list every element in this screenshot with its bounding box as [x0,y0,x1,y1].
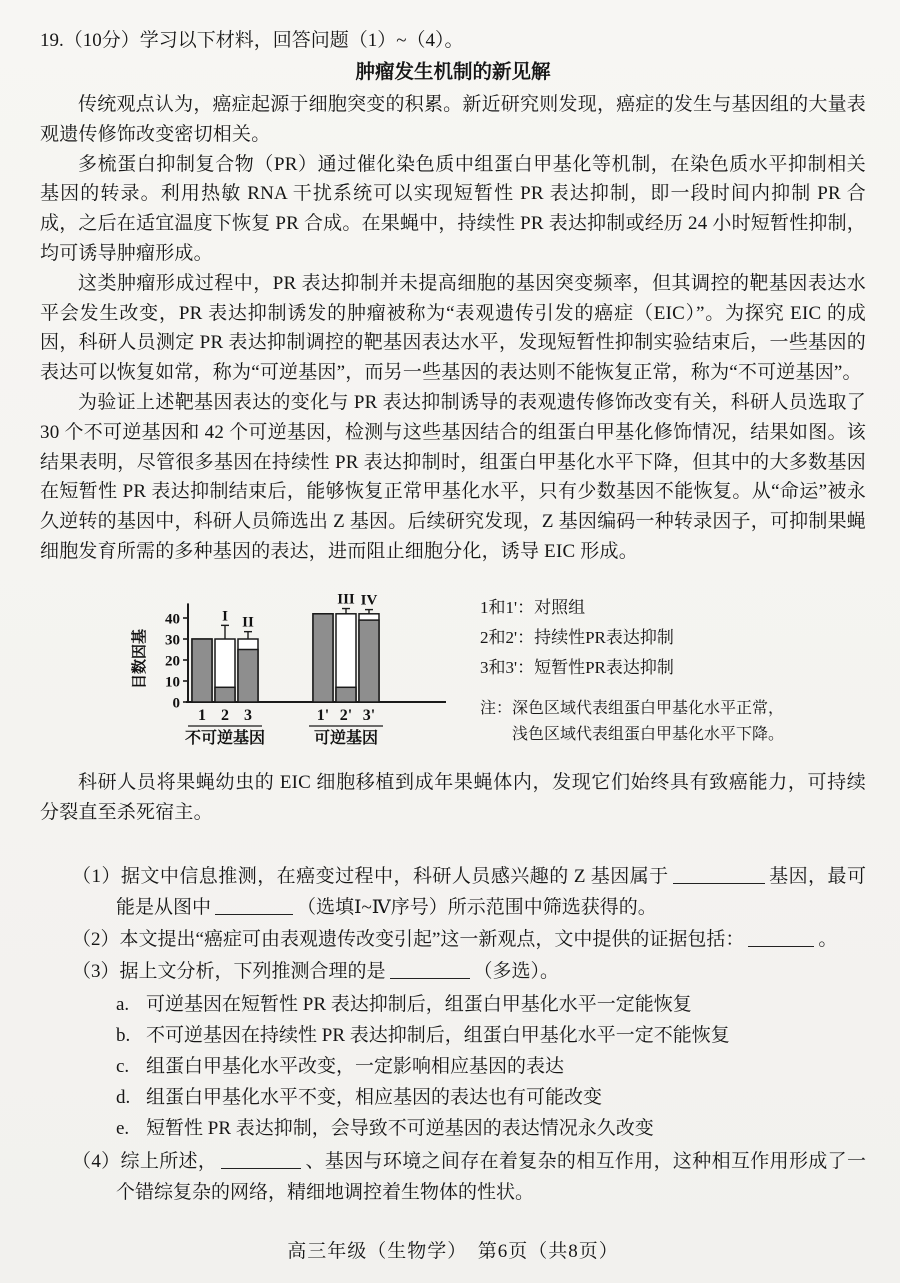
svg-text:0: 0 [172,695,180,712]
question-number: 19. [40,30,64,51]
question-2 [72,924,866,955]
answer-blank [221,1153,301,1169]
svg-text:1: 1 [198,706,206,724]
question-4-number: （4） [72,1151,121,1173]
option-c-key: c. [116,1056,130,1078]
question-3 [72,956,866,987]
svg-text:IV: IV [360,592,378,609]
figure [124,575,866,764]
page-footer: 高三年级（生物学） 第6页（共8页） [287,1241,619,1263]
legend-item-control: 1和1'：对照组 [480,597,586,617]
question-4-text: 综上所述， [120,1151,218,1173]
option-a [116,989,866,1020]
paragraph-2: 多梳蛋白抑制复合物（PR）通过催化染色质中组蛋白甲基化等机制，在染色质水平抑制相关基因的转录。利用热敏 RNA 干扰系统可以实现短暂性 PR 表达抑制，即一段时间内抑制 PR 合成，之后在适宜温度下恢复 PR 合成。在果蝇中，持续性 PR 表达抑制或经历 24 小时短暂性抑制，均可诱导肿瘤形成。 [40,153,866,264]
question-1 [72,861,866,923]
svg-text:10: 10 [165,674,180,691]
chart-legend [480,593,784,748]
question-4 [72,1146,866,1208]
option-d [116,1082,866,1113]
question-1-number: （1） [72,866,121,888]
question-intro: （10分）学习以下材料，回答问题（1）~（4）。 [63,30,464,51]
question-1-text: （选填Ⅰ~Ⅳ序号）所示范围中筛选获得的。 [297,897,657,919]
answer-blank [390,963,470,979]
svg-text:I: I [222,608,228,625]
question-2-text: 本文提出“癌症可由表观遗传改变引起”这一新观点，文中提供的证据包括： [119,929,745,951]
answer-blank [748,931,814,947]
question-2-number: （2） [72,929,120,951]
question-3-number: （3） [72,961,120,983]
question-4-text: 、基因与环境之间存在着复杂的相互作用，这种相互作用形成了一个错综复杂的网络，精细地调控着生物体的性状。 [116,1151,866,1204]
svg-text:1': 1' [316,706,330,724]
question-3-text: （多选）。 [473,961,560,983]
svg-text:2': 2' [339,706,353,724]
svg-text:30: 30 [165,632,180,649]
svg-text:不可逆基因: 不可逆基因 [184,729,266,747]
paragraph-4: 为验证上述靶基因表达的变化与 PR 表达抑制诱导的表观遗传修饰改变有关，科研人员选取了 30 个不可逆基因和 42 个可逆基因，检测与这些基因结合的组蛋白甲基化修饰情况，结果如图。该结果表明，尽管很多基因在持续性 PR 表达抑制时，组蛋白甲基化水平下降，但其中的大多数基因在短暂性 PR 表达抑制结束后，能够恢复正常甲基化水平，只有少数基因不能恢复。从“命运”被永久逆转的基因中，科研人员筛选出 Z 基因。后续研究发现，Z 基因编码一种转录因子，可抑制果蝇细胞发育所需的多种基因的表达，进而阻止细胞分化，诱导 EIC 形成。 [40,391,866,562]
legend-note-line-2: 浅色区域代表组蛋白甲基化水平下降。 [512,725,785,743]
option-c [116,1051,866,1082]
bar-chart-svg [124,575,454,759]
svg-text:3': 3' [362,706,376,724]
legend-item-persistent: 2和2'：持续性PR表达抑制 [480,627,674,647]
paragraph-3: 这类肿瘤形成过程中，PR 表达抑制并未提高细胞的基因突变频率，但其调控的靶基因表达水平会发生改变，PR 表达抑制诱发的肿瘤被称为“表观遗传引发的癌症（EIC）”。为探究 EIC 的成因，科研人员测定 PR 表达抑制调控的靶基因表达水平，发现短暂性抑制实验结束后，一些基因的表达可以恢复如常，称为“可逆基因”，而另一些基因的表达则不能恢复正常，称为“不可逆基因”。 [40,272,866,384]
svg-text:2: 2 [221,706,229,724]
legend-note-line-1: 深色区域代表组蛋白甲基化水平正常， [512,699,785,717]
option-e [116,1113,866,1144]
question-1-text: 据文中信息推测，在癌变过程中，科研人员感兴趣的 Z 基因属于 [120,866,669,888]
option-list [116,989,866,1144]
legend-note-prefix: 注： [480,699,513,717]
svg-text:20: 20 [165,653,180,670]
svg-text:3: 3 [244,706,252,724]
option-e-key: e. [116,1118,130,1140]
legend-note [480,696,784,748]
svg-text:II: II [242,614,254,631]
question-header [40,26,866,56]
material-title: 肿瘤发生机制的新见解 [355,62,551,83]
legend-item-transient: 3和3'：短暂性PR表达抑制 [480,657,674,677]
option-e-text: 短暂性 PR 表达抑制，会导致不可逆基因的表达情况永久改变 [146,1118,654,1140]
option-b-key: b. [116,1025,131,1047]
bar-chart [124,575,454,764]
svg-text:40: 40 [165,611,180,628]
svg-text:可逆基因: 可逆基因 [313,729,379,747]
question-3-text: 据上文分析，下列推测合理的是 [119,961,386,983]
question-2-text: 。 [818,929,838,951]
option-b [116,1020,866,1051]
legend-note-lines [512,696,784,748]
option-d-key: d. [116,1087,131,1109]
answer-blank [215,899,293,915]
paragraph-1: 传统观点认为，癌症起源于细胞突变的积累。新近研究则发现，癌症的发生与基因组的大量表观遗传修饰改变密切相关。 [40,94,866,145]
option-c-text: 组蛋白甲基化水平改变，一定影响相应基因的表达 [146,1056,565,1078]
svg-text:III: III [337,591,355,608]
question-1-text: 基因，最可能是从图中 [116,866,866,919]
paragraph-5: 科研人员将果蝇幼虫的 EIC 细胞移植到成年果蝇体内，发现它们始终具有致癌能力，可持续分裂直至杀死宿主。 [40,771,866,823]
questions-section [72,861,866,1208]
answer-blank [673,868,765,884]
option-a-key: a. [116,994,130,1016]
option-d-text: 组蛋白甲基化水平不变，相应基因的表达也有可能改变 [146,1087,603,1109]
option-b-text: 不可逆基因在持续性 PR 表达抑制后，组蛋白甲基化水平一定不能恢复 [146,1025,730,1047]
option-a-text: 可逆基因在短暂性 PR 表达抑制后，组蛋白甲基化水平一定能恢复 [146,994,692,1016]
svg-text:目数因基: 目数因基 [132,628,148,689]
